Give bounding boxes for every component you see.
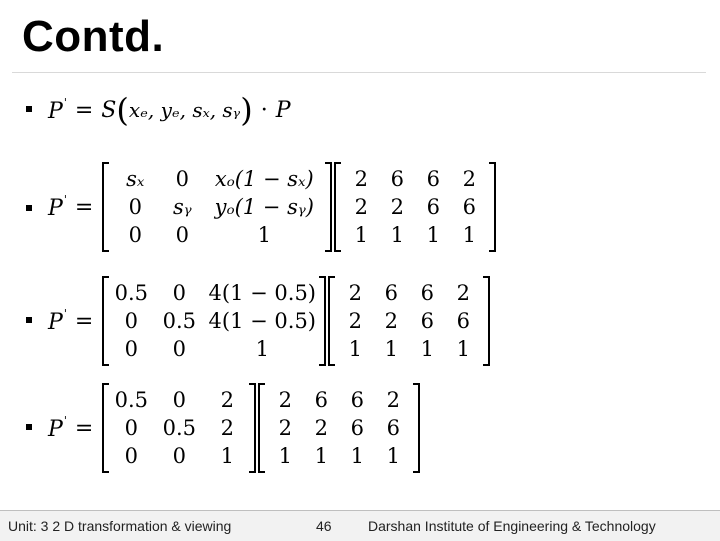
matrix-cell: 0 [175, 223, 189, 247]
matrix [101, 383, 257, 473]
left-bracket [259, 384, 265, 472]
matrix-cell: 6 [420, 309, 434, 333]
matrix-cell: 4(1 − 0.5) [208, 281, 316, 305]
matrix-cell: 6 [390, 167, 404, 191]
right-bracket [483, 277, 489, 365]
matrix-cell: 2 [220, 388, 234, 412]
left-bracket [329, 277, 335, 365]
bullet-marker [26, 106, 32, 112]
matrix-cell: 1 [350, 444, 364, 468]
matrix-grid [343, 165, 487, 249]
matrix-cell: 0 [175, 167, 189, 191]
matrix-cell: 6 [456, 309, 470, 333]
matrix-cell: 1 [354, 223, 368, 247]
right-bracket [319, 277, 325, 365]
title-divider [12, 72, 706, 73]
matrix-grid [267, 386, 411, 470]
matrix-cell: 2 [354, 195, 368, 219]
matrix [257, 383, 421, 473]
matrix-cell: 0 [172, 337, 186, 361]
matrix [101, 276, 327, 366]
left-bracket [103, 277, 109, 365]
matrix-cell: 2 [462, 167, 476, 191]
matrix-cell: 6 [426, 167, 440, 191]
matrix-cell: 1 [456, 337, 470, 361]
matrix-cell: 1 [384, 337, 398, 361]
matrix-cell: 2 [348, 309, 362, 333]
matrix-cell: 0 [172, 388, 186, 412]
matrix-cell: 0 [172, 281, 186, 305]
equation-1 [48, 90, 291, 130]
matrix-cell: 2 [384, 309, 398, 333]
matrix-cell: 6 [426, 195, 440, 219]
matrix-cell: 2 [314, 416, 328, 440]
footer-institute: Darshan Institute of Engineering & Technology [368, 518, 656, 534]
equation-4 [48, 383, 421, 473]
equals-sign: = [74, 97, 94, 123]
matrix [333, 162, 497, 252]
matrix-cell: 6 [350, 388, 364, 412]
matrix-cell: 6 [462, 195, 476, 219]
right-bracket [489, 163, 495, 251]
lhs-p: P' [48, 96, 67, 124]
matrix-cell: 1 [348, 337, 362, 361]
matrix [327, 276, 491, 366]
matrix-cell: 2 [278, 416, 292, 440]
matrix-cell: 6 [420, 281, 434, 305]
matrix-cell: 2 [348, 281, 362, 305]
right-bracket [325, 163, 331, 251]
bullet-marker [26, 317, 32, 323]
matrix-cell: 6 [350, 416, 364, 440]
matrix-cell: 0 [124, 416, 138, 440]
matrix-cell: xₒ(1 − sₓ) [214, 167, 314, 191]
lhs-p: P' [48, 193, 67, 221]
matrix-cell: 1 [386, 444, 400, 468]
footer-unit: Unit: 3 2 D transformation & viewing [8, 518, 232, 534]
matrix-cell: 2 [390, 195, 404, 219]
matrix-cell: 1 [278, 444, 292, 468]
matrix-cell: 0 [128, 223, 142, 247]
matrix-cell: 0 [128, 195, 142, 219]
slide-title: Contd. [22, 12, 165, 61]
matrix [101, 162, 333, 252]
matrix-cell: 0.5 [114, 281, 148, 305]
matrix-cell: 6 [384, 281, 398, 305]
matrix-cell: 1 [426, 223, 440, 247]
matrix-cell: 0 [124, 444, 138, 468]
matrix-cell: sₓ [126, 167, 145, 191]
lhs-p: P' [48, 307, 67, 335]
lhs-p: P' [48, 414, 67, 442]
equation-2 [48, 162, 497, 252]
bullet-marker [26, 424, 32, 430]
matrix-cell: 2 [220, 416, 234, 440]
matrix-cell: 1 [390, 223, 404, 247]
matrix-cell: 1 [257, 223, 271, 247]
matrix-cell: 2 [386, 388, 400, 412]
matrix-cell: 2 [354, 167, 368, 191]
right-bracket [413, 384, 419, 472]
matrix-cell: yₒ(1 − sᵧ) [214, 195, 314, 219]
matrix-cell: 1 [462, 223, 476, 247]
left-bracket [335, 163, 341, 251]
matrix-cell: 0 [172, 444, 186, 468]
matrix-cell: 0.5 [162, 416, 196, 440]
matrix-cell: 1 [255, 337, 269, 361]
left-bracket [103, 163, 109, 251]
matrix-cell: sᵧ [172, 195, 192, 219]
matrix-grid [111, 165, 323, 249]
matrix-grid [111, 279, 317, 363]
matrix-cell: 6 [314, 388, 328, 412]
left-bracket [103, 384, 109, 472]
matrix-cell: 4(1 − 0.5) [208, 309, 316, 333]
matrix-cell: 1 [420, 337, 434, 361]
matrix-cell: 0.5 [162, 309, 196, 333]
matrix-cell: 2 [278, 388, 292, 412]
matrix-cell: 0 [124, 309, 138, 333]
equals-sign: = [74, 194, 94, 220]
equation-3 [48, 276, 491, 366]
matrix-cell: 2 [456, 281, 470, 305]
matrix-cell: 6 [386, 416, 400, 440]
matrix-cell: 0.5 [114, 388, 148, 412]
footer-page-number: 46 [316, 518, 332, 534]
dot-operator: · [260, 97, 268, 123]
matrix-grid [337, 279, 481, 363]
equals-sign: = [74, 308, 94, 334]
rhs-p: P [275, 97, 291, 123]
matrix-cell: 0 [124, 337, 138, 361]
right-bracket [249, 384, 255, 472]
slide-footer [0, 510, 720, 541]
matrix-grid [111, 386, 247, 470]
bullet-marker [26, 205, 32, 211]
scale-function: S(xₑ, yₑ, sₓ, sᵧ) [101, 91, 253, 129]
equals-sign: = [74, 415, 94, 441]
matrix-cell: 1 [220, 444, 234, 468]
matrix-cell: 1 [314, 444, 328, 468]
